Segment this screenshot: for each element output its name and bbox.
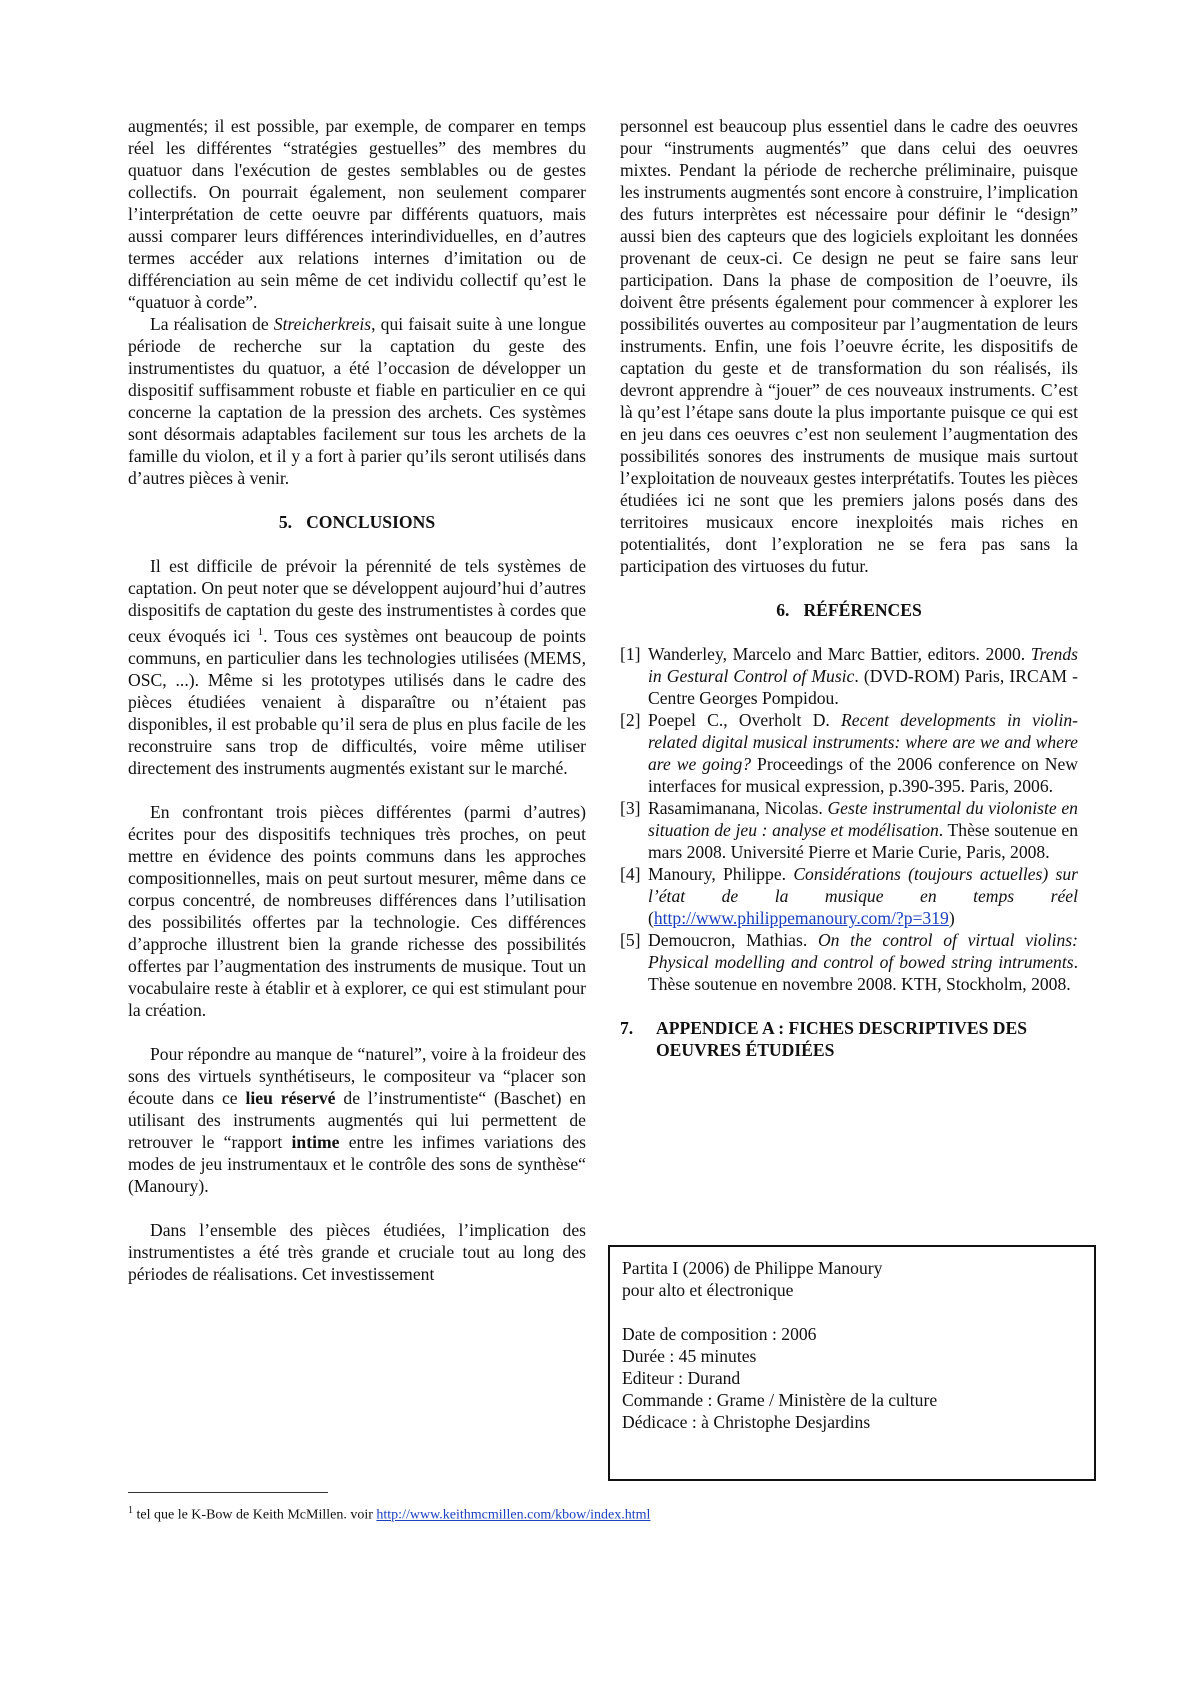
reference-item: [2] Poepel C., Overholt D. Recent developments in violin-related digital musical instruments: where are we and where are we going? Proceedings of the 2006 conference on New interfaces for musical expression, p.390-395. Paris, 2006. bbox=[620, 710, 1079, 796]
paragraph: personnel est beaucoup plus essentiel dans le cadre des oeuvres pour “instruments augmentés” que dans celui des oeuvres mixtes. Pendant la période de recherche préliminaire, puisque les instruments augmentés sont encore à construire, l’implication des futurs interprètes est nécessaire pour définir le “design” aussi bien des capteurs que des logiciels exploitant les données provenant de ceux-ci. Ce design ne peut se faire sans leur participation. Dans la phase de composition de l’oeuvre, ils doivent être présents également pour commencer à explorer les possibilités ouvertes au compositeur par l’augmentation de leurs instruments. Enfin, une fois l’oeuvre écrite, les dispositifs de captation du geste et de transformation du son réalisés, ils devront apprendre à “jouer” de ces nouveaux instruments. C’est là qu’est l’étape sans doute la plus importante puisque ce qui est en jeu dans ces oeuvres c’est non seulement l’augmentation des possibilités sonores des instruments de musique mais surtout l’exploitation de nouveaux gestes interprétatifs. Toutes les pièces étudiées ici ne sont que les premiers jalons posés dans des territoires musicaux encore inexploités mais riches en potentialités, dont l’exploration ne se fera pas sans la participation des virtuoses du futur. bbox=[620, 116, 1078, 576]
text-run: de l’instrumentiste“ (Baschet) en utilisant des instruments augmentés qui lui permettent de retrouver le “rapport bbox=[128, 1087, 586, 1152]
text-run: La réalisation de bbox=[150, 314, 274, 334]
paragraph: augmentés; il est possible, par exemple, de comparer en temps réel les différentes “stratégies gestuelles” des membres du quatuor dans l'exécution de gestes semblables ou de gestes collectifs. On pourrait également, non seulement comparer l’interprétation de cette oeuvre par différents quatuors, mais aussi comparer leurs différences interindividuelles, en d’autres termes accéder aux relations internes d’imitation ou de différenciation au sein même de cet individu collectif qu’est le “quatuor à corde”. bbox=[128, 116, 586, 312]
reference-item: [3] Rasamimanana, Nicolas. Geste instrumental du violoniste en situation de jeu : analyse et modélisation. Thèse soutenue en mars 2008. Université Pierre et Marie Curie, Paris, 2008. bbox=[620, 798, 1078, 862]
paragraph bbox=[128, 313, 586, 489]
text-run: Pour répondre au manque de “naturel”, voire à la froideur des sons des virtuels synthétiseurs, le compositeur va “placer son écoute dans ce bbox=[128, 1043, 586, 1108]
section-heading-conclusions: 5. CONCLUSIONS bbox=[278, 512, 436, 532]
footnote-link[interactable]: http://www.keithmcmillen.com/kbow/index.html bbox=[376, 1507, 651, 1523]
paragraph bbox=[128, 1043, 586, 1197]
box-line: Dédicace : à Christophe Desjardins bbox=[622, 1412, 871, 1432]
reference-link[interactable]: http://www.philippemanoury.com/?p=319 bbox=[653, 908, 949, 928]
reference-item: [1] Wanderley, Marcelo and Marc Battier, editors. 2000. Trends in Gestural Control of Music. (DVD-ROM) Paris, IRCAM - Centre Georges Pompidou. bbox=[620, 644, 1078, 708]
text-run: Il est difficile de prévoir la pérennité de tels systèmes de captation. On peut noter que se développent aujourd’hui d’autres dispositifs de captation du geste des instrumentistes à cordes que ceux évoqués ici bbox=[128, 556, 586, 646]
box-line: Commande : Grame / Ministère de la culture bbox=[622, 1390, 938, 1410]
left-column bbox=[128, 115, 586, 1285]
reference-item: [5] Demoucron, Mathias. On the control of virtual violins: Physical modelling and control of bowed string intruments. Thèse soutenue en novembre 2008. KTH, Stockholm, 2008. bbox=[620, 930, 1078, 994]
text-run: , qui faisait suite à une longue période de recherche sur la captation du geste des instrumentistes du quatuor, a été l’occasion de développer un dispositif suffisamment robuste et fiable en particulier en ce qui concerne la captation de la pression des archets. Ces systèmes sont désormais adaptables facilement sur tous les archets de la famille du violon, et il y a fort à parier qu’ils seront utilisés dans d’autres pièces à venir. bbox=[128, 314, 586, 488]
right-column bbox=[620, 115, 1078, 1061]
box-line: Date de composition : 2006 bbox=[622, 1324, 817, 1344]
italic-title: Streicherkreis bbox=[273, 314, 372, 334]
footnote-rule bbox=[128, 1492, 328, 1493]
footnote: $^1$ tel que le K-Bow de Keith McMillen. voir http://www.keithmcmillen.com/kbow/index.html bbox=[128, 1505, 651, 1523]
section-heading-references: 6. RÉFÉRENCES bbox=[776, 600, 922, 620]
paragraph bbox=[128, 555, 586, 779]
bold-text: intime bbox=[291, 1131, 340, 1152]
bold-text: lieu réservé bbox=[245, 1087, 336, 1108]
paragraph: En confrontant trois pièces différentes (parmi d’autres) écrites pour des dispositifs techniques très proches, on peut mettre en évidence des points communs dans les approches compositionnelles, mais on peut surtout mesurer, même dans ce corpus concentré, de nombreuses différences dans l’utilisation des possibilités offertes par la technologie. Ces différences d’approche illustrent bien la grande richesse des possibilités offertes par l’augmentation des instruments de musique. Tout un vocabulaire reste à établir et à explorer, ce qui est stimulant pour la création. bbox=[128, 801, 586, 1020]
box-line: pour alto et électronique bbox=[622, 1280, 794, 1300]
work-description-box bbox=[608, 1245, 1096, 1481]
paragraph: Dans l’ensemble des pièces étudiées, l’implication des instrumentistes a été très grande et cruciale tout au long des périodes de réalisations. Cet investissement bbox=[128, 1219, 586, 1284]
text-run: . Tous ces systèmes ont beaucoup de points communs, en particulier dans les technologies utilisées (MEMS, OSC, ...). Même si les prototypes utilisés dans le cadre des pièces étudiées venaient à disparaître ou n’étaient pas disponibles, il est probable qu’il sera de plus en plus facile de les reconstruire sans trop de difficultés, voire même utiliser directement des instruments augmentés existant sur le marché. bbox=[128, 625, 586, 778]
box-line: Durée : 45 minutes bbox=[622, 1346, 757, 1366]
box-line: Partita I (2006) de Philippe Manoury bbox=[622, 1258, 883, 1278]
reference-item: [4] Manoury, Philippe. Considérations (toujours actuelles) sur l’état de la musique en temps réel (http://www.philippemanoury.com/?p=319) bbox=[620, 864, 1078, 928]
box-line: Editeur : Durand bbox=[622, 1368, 741, 1388]
footnote-reference[interactable]: 1 bbox=[257, 626, 264, 638]
text-run: entre les infimes variations des modes de jeu instrumentaux et le contrôle des sons de synthèse“ (Manoury). bbox=[128, 1131, 586, 1196]
section-heading-appendix: 7. APPENDICE A : FICHES DESCRIPTIVES DES OEUVRES ÉTUDIÉES bbox=[620, 1018, 1028, 1060]
